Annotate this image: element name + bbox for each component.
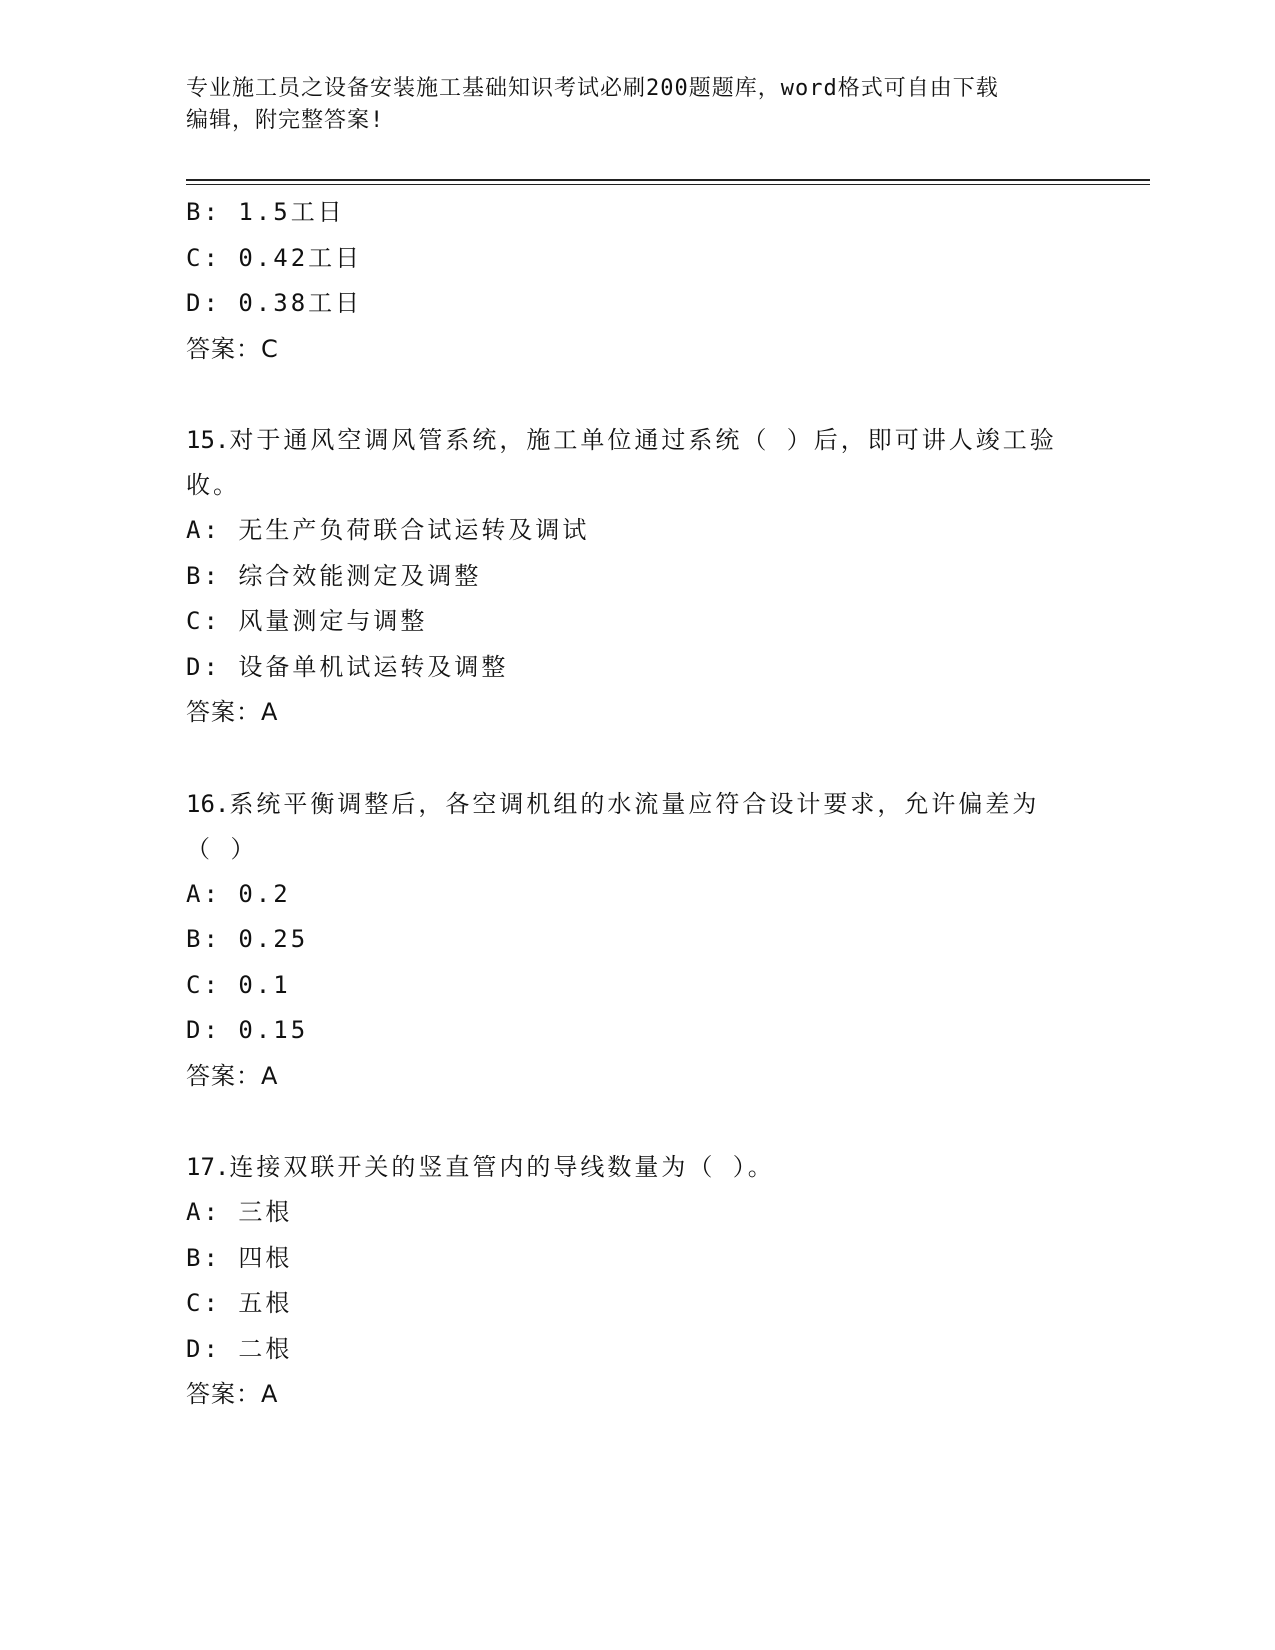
answer: 答案：A — [186, 1061, 279, 1090]
question-number: 15. — [186, 426, 230, 454]
option-c: C: 五根 — [186, 1289, 293, 1317]
option-b: B: 1.5工日 — [186, 198, 345, 226]
header-line-1: 专业施工员之设备安装施工基础知识考试必刷200题题库，word格式可自由下载 — [186, 76, 999, 101]
question-text — [186, 1145, 1066, 1190]
previous-question-tail — [186, 190, 1086, 372]
option-a: A: 三根 — [186, 1198, 293, 1226]
option-c: C: 0.1 — [186, 970, 291, 999]
option-d: D: 设备单机试运转及调整 — [186, 652, 509, 681]
option-b: B: 0.25 — [186, 925, 309, 953]
option-b: B: 综合效能测定及调整 — [186, 561, 482, 590]
question-text — [186, 418, 1066, 508]
question-number: 16. — [186, 789, 230, 818]
question-content — [186, 190, 1086, 1418]
header-line-2: 编辑，附完整答案! — [186, 108, 385, 133]
question-number: 17. — [186, 1153, 230, 1181]
answer: 答案：A — [186, 698, 279, 726]
question-17 — [186, 1145, 1086, 1418]
document-header — [186, 73, 1086, 137]
option-d: D: 0.15 — [186, 1016, 309, 1044]
answer: 答案：C — [186, 334, 279, 363]
option-c: C: 风量测定与调整 — [186, 607, 428, 635]
option-d: D: 0.38工日 — [186, 289, 363, 317]
question-text — [186, 782, 1066, 872]
header-divider-thin — [186, 184, 1150, 185]
option-a: A: 无生产负荷联合试运转及调试 — [186, 516, 590, 544]
header-divider-thick — [186, 179, 1150, 181]
answer: 答案：A — [186, 1380, 279, 1408]
question-15 — [186, 418, 1086, 736]
option-c: C: 0.42工日 — [186, 243, 363, 272]
option-b: B: 四根 — [186, 1243, 293, 1272]
option-d: D: 二根 — [186, 1334, 293, 1363]
question-body: 对于通风空调风管系统，施工单位通过系统（ ）后，即可讲人竣工验收。 — [186, 426, 1057, 499]
question-body: 系统平衡调整后，各空调机组的水流量应符合设计要求，允许偏差为（ ） — [186, 789, 1040, 863]
option-a: A: 0.2 — [186, 879, 291, 908]
question-body: 连接双联开关的竖直管内的导线数量为（ ）。 — [229, 1153, 775, 1181]
question-16 — [186, 782, 1086, 1100]
